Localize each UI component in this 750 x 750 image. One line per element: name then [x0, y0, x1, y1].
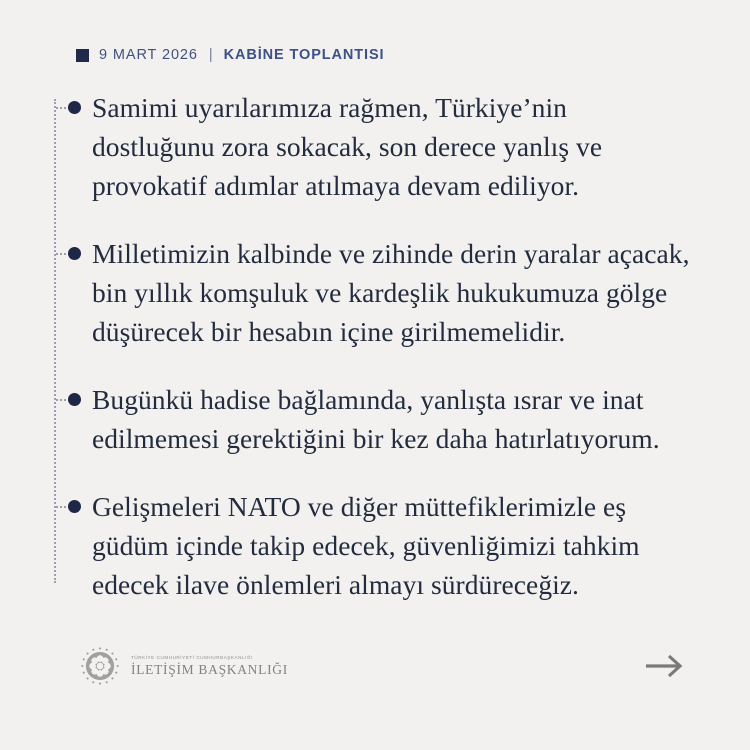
list-item — [0, 88, 750, 205]
arrow-right-icon[interactable] — [642, 652, 688, 680]
brand-text-block — [131, 656, 288, 677]
bullet-dot-icon — [68, 500, 81, 513]
brand-name: İLETİŞİM BAŞKANLIĞI — [131, 661, 288, 677]
brand-lockup — [80, 646, 288, 686]
list-item-text: Bugünkü hadise bağlamında, yanlışta ısrar ve inat edilmemesi gerektiğini bir kez daha hatırlatıyorum. — [92, 384, 660, 454]
bullet-dot-icon — [68, 247, 81, 260]
filled-square-icon — [76, 49, 89, 62]
list-item — [0, 380, 750, 458]
slide-header — [76, 44, 384, 66]
list-item-text: Samimi uyarılarımıza rağmen, Türkiye’nin dostluğunu zora sokacak, son derece yanlış ve provokatif adımlar atılmaya devam ediliyor. — [92, 92, 603, 201]
presidency-seal-icon — [80, 646, 120, 686]
header-separator: | — [208, 47, 213, 63]
list-item — [0, 234, 750, 351]
bullet-list — [0, 88, 750, 604]
list-item — [0, 487, 750, 604]
bullet-dot-icon — [68, 393, 81, 406]
slide-date: 9 MART 2026 — [99, 47, 198, 63]
list-item-text: Gelişmeleri NATO ve diğer müttefiklerimizle eş güdüm içinde takip edecek, güvenliğimizi tahkim edecek ilave önlemleri almayı sürdüreceğiz. — [92, 491, 640, 600]
slide-title: KABİNE TOPLANTISI — [223, 47, 385, 63]
bullet-dot-icon — [68, 101, 81, 114]
slide-footer — [0, 630, 750, 750]
list-item-text: Milletimizin kalbinde ve zihinde derin yaralar açacak, bin yıllık komşuluk ve kardeşlik hukukumuza gölge düşürecek bir hesabın içine girilmemelidir. — [92, 238, 690, 347]
brand-org-line: TÜRKİYE CUMHURİYETİ CUMHURBAŞKANLIĞI — [131, 654, 253, 660]
